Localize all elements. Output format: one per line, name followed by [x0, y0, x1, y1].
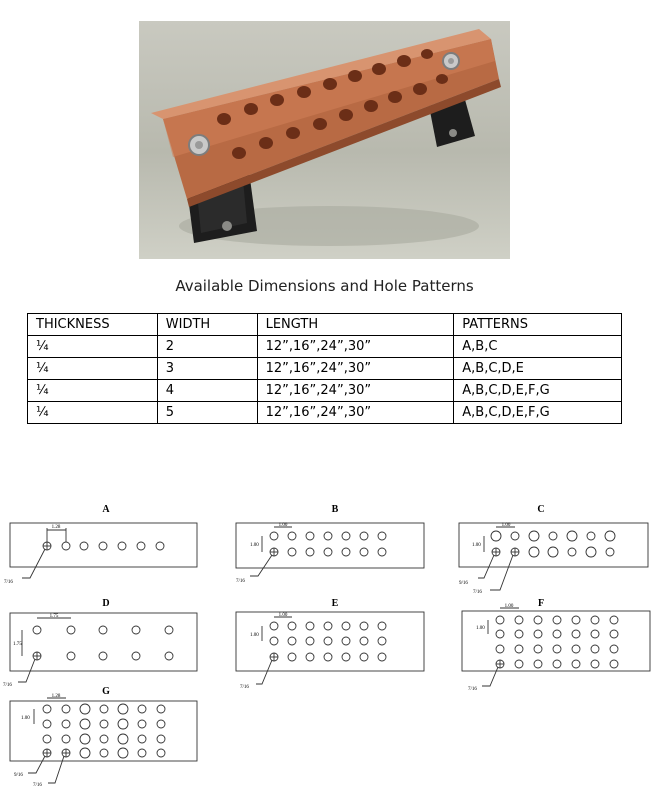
cell-length: 12”,16”,24”,30” — [257, 402, 454, 424]
pattern-c-spacing: 1.00 — [501, 523, 511, 528]
table-row — [28, 336, 622, 358]
hole-pattern-diagrams — [0, 490, 661, 790]
pattern-a-hole: 7/16 — [4, 580, 13, 585]
pattern-a — [4, 504, 197, 585]
header-patterns: PATTERNS — [454, 314, 622, 336]
pattern-g-row-gap: 1.00 — [21, 716, 30, 721]
pattern-f-spacing: 1.00 — [504, 604, 514, 609]
cell-width: 3 — [157, 358, 257, 380]
cell-thickness: ¼ — [28, 402, 158, 424]
cell-thickness: ¼ — [28, 336, 158, 358]
pattern-e — [236, 598, 424, 690]
cell-thickness: ¼ — [28, 358, 158, 380]
pattern-b — [236, 504, 424, 584]
pattern-e-hole: 7/16 — [240, 685, 249, 690]
header-thickness: THICKNESS — [28, 314, 158, 336]
pattern-c-label: C — [537, 504, 545, 515]
pattern-g-label: G — [102, 686, 110, 697]
cell-width: 4 — [157, 380, 257, 402]
pattern-b-hole: 7/16 — [236, 579, 245, 584]
pattern-c-hole-large: 9/16 — [459, 581, 468, 586]
table-row — [28, 358, 622, 380]
cell-patterns: A,B,C,D,E,F,G — [454, 380, 622, 402]
table-row — [28, 380, 622, 402]
pattern-d-row-gap: 1.75 — [13, 642, 22, 647]
pattern-a-spacing: 1.28 — [51, 525, 61, 530]
hole-pattern-drawings — [0, 490, 661, 790]
pattern-g-spacing: 1.28 — [51, 694, 61, 699]
pattern-g — [10, 686, 197, 788]
cell-thickness: ¼ — [28, 380, 158, 402]
cell-length: 12”,16”,24”,30” — [257, 380, 454, 402]
dimensions-table — [27, 313, 622, 424]
pattern-d — [3, 598, 197, 688]
pattern-g-hole-large: 9/16 — [14, 773, 23, 778]
cell-width: 5 — [157, 402, 257, 424]
table-header-row — [28, 314, 622, 336]
pattern-a-label: A — [102, 504, 110, 515]
cell-patterns: A,B,C — [454, 336, 622, 358]
table-row — [28, 402, 622, 424]
product-photo — [139, 21, 510, 259]
pattern-e-row-gap: 1.00 — [250, 633, 259, 638]
cell-patterns: A,B,C,D,E,F,G — [454, 402, 622, 424]
pattern-f-label: F — [537, 598, 545, 609]
pattern-d-label: D — [102, 598, 110, 609]
pattern-f — [462, 598, 650, 692]
cell-patterns: A,B,C,D,E — [454, 358, 622, 380]
pattern-c-row-gap: 1.00 — [472, 543, 481, 548]
pattern-g-hole-small: 7/16 — [33, 783, 42, 788]
pattern-b-row-gap: 1.00 — [250, 543, 259, 548]
pattern-b-spacing: 1.00 — [278, 523, 288, 528]
pattern-e-label: E — [331, 598, 339, 609]
pattern-e-spacing: 1.00 — [278, 613, 288, 618]
pattern-d-hole: 7/16 — [3, 683, 12, 688]
pattern-f-hole: 7/16 — [468, 687, 477, 692]
cell-length: 12”,16”,24”,30” — [257, 358, 454, 380]
section-title: Available Dimensions and Hole Patterns — [175, 277, 474, 295]
pattern-c-hole-small: 7/16 — [473, 590, 482, 595]
header-length: LENGTH — [257, 314, 454, 336]
header-width: WIDTH — [157, 314, 257, 336]
cell-width: 2 — [157, 336, 257, 358]
pattern-b-label: B — [331, 504, 339, 515]
cell-length: 12”,16”,24”,30” — [257, 336, 454, 358]
copper-ground-bar-photo — [139, 21, 510, 259]
pattern-c — [459, 504, 648, 595]
pattern-f-row-gap: 1.00 — [476, 626, 485, 631]
pattern-d-spacing: 1.75 — [49, 614, 59, 619]
